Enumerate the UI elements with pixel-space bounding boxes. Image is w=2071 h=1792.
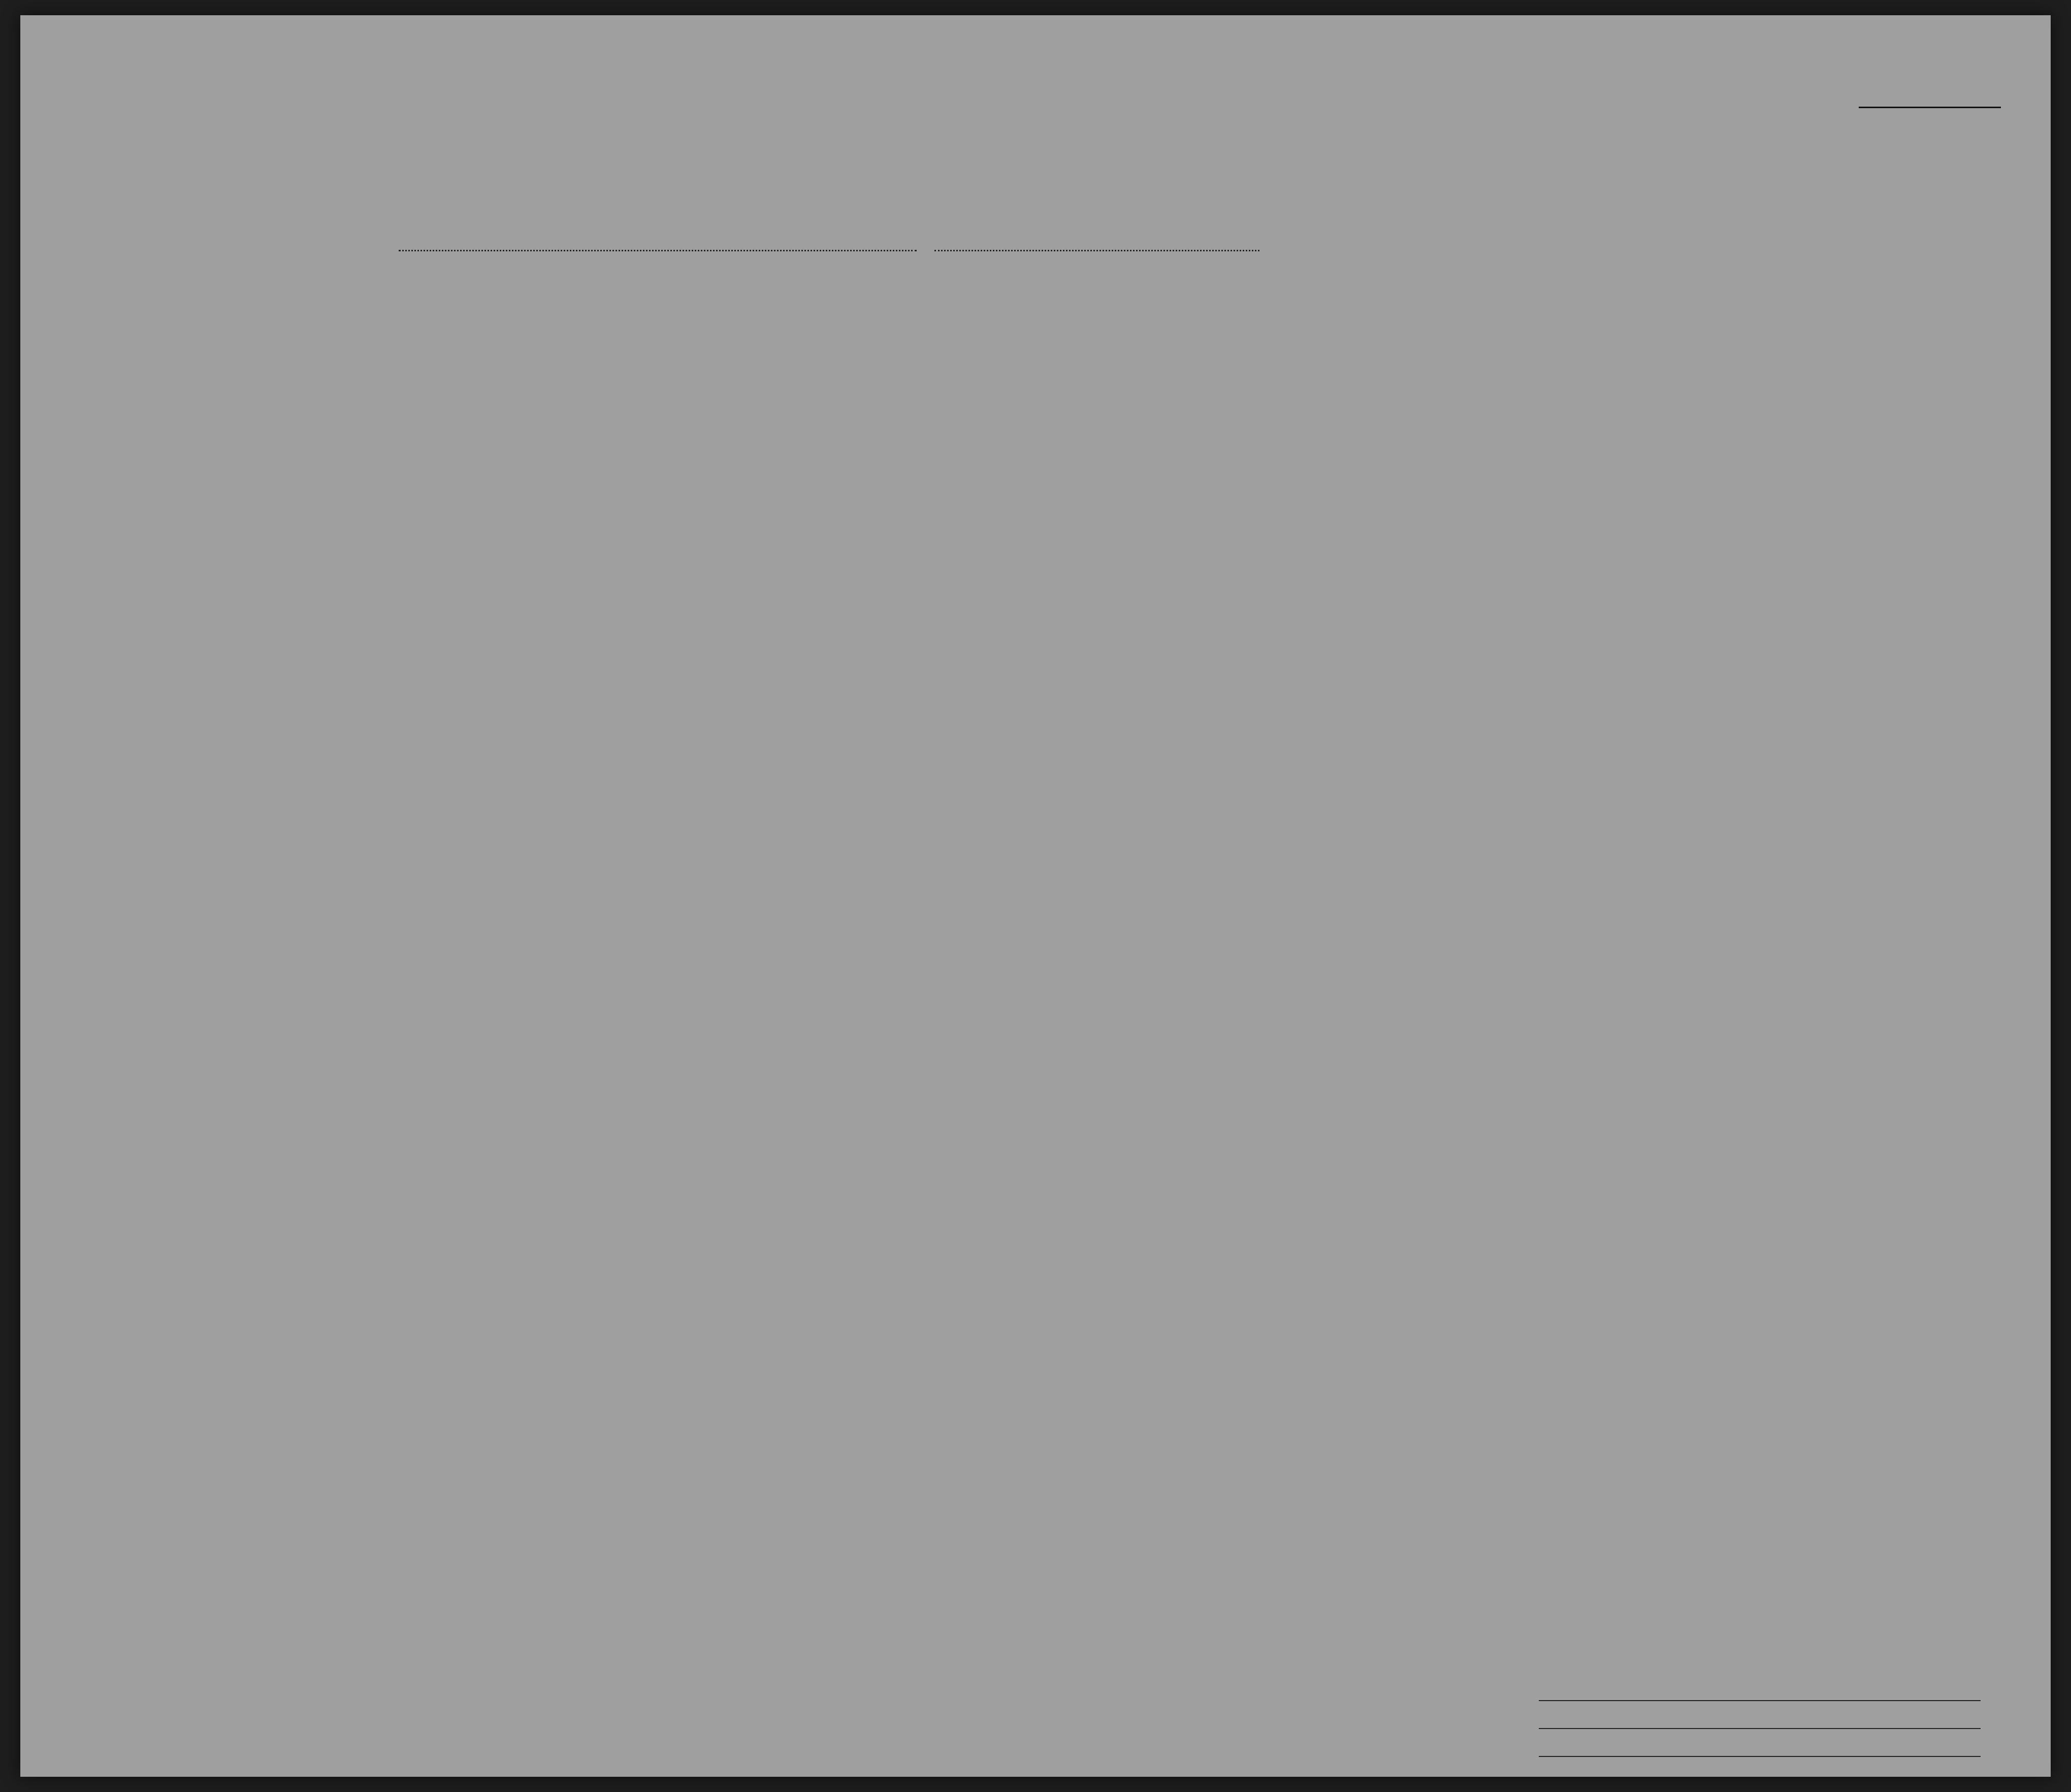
manifest-sheet — [20, 15, 2051, 1777]
owners-signature-line — [1539, 1728, 1981, 1729]
table-grid — [20, 15, 2051, 1777]
line-signature-line — [1539, 1700, 1981, 1701]
agents-signature-line — [1539, 1756, 1981, 1757]
